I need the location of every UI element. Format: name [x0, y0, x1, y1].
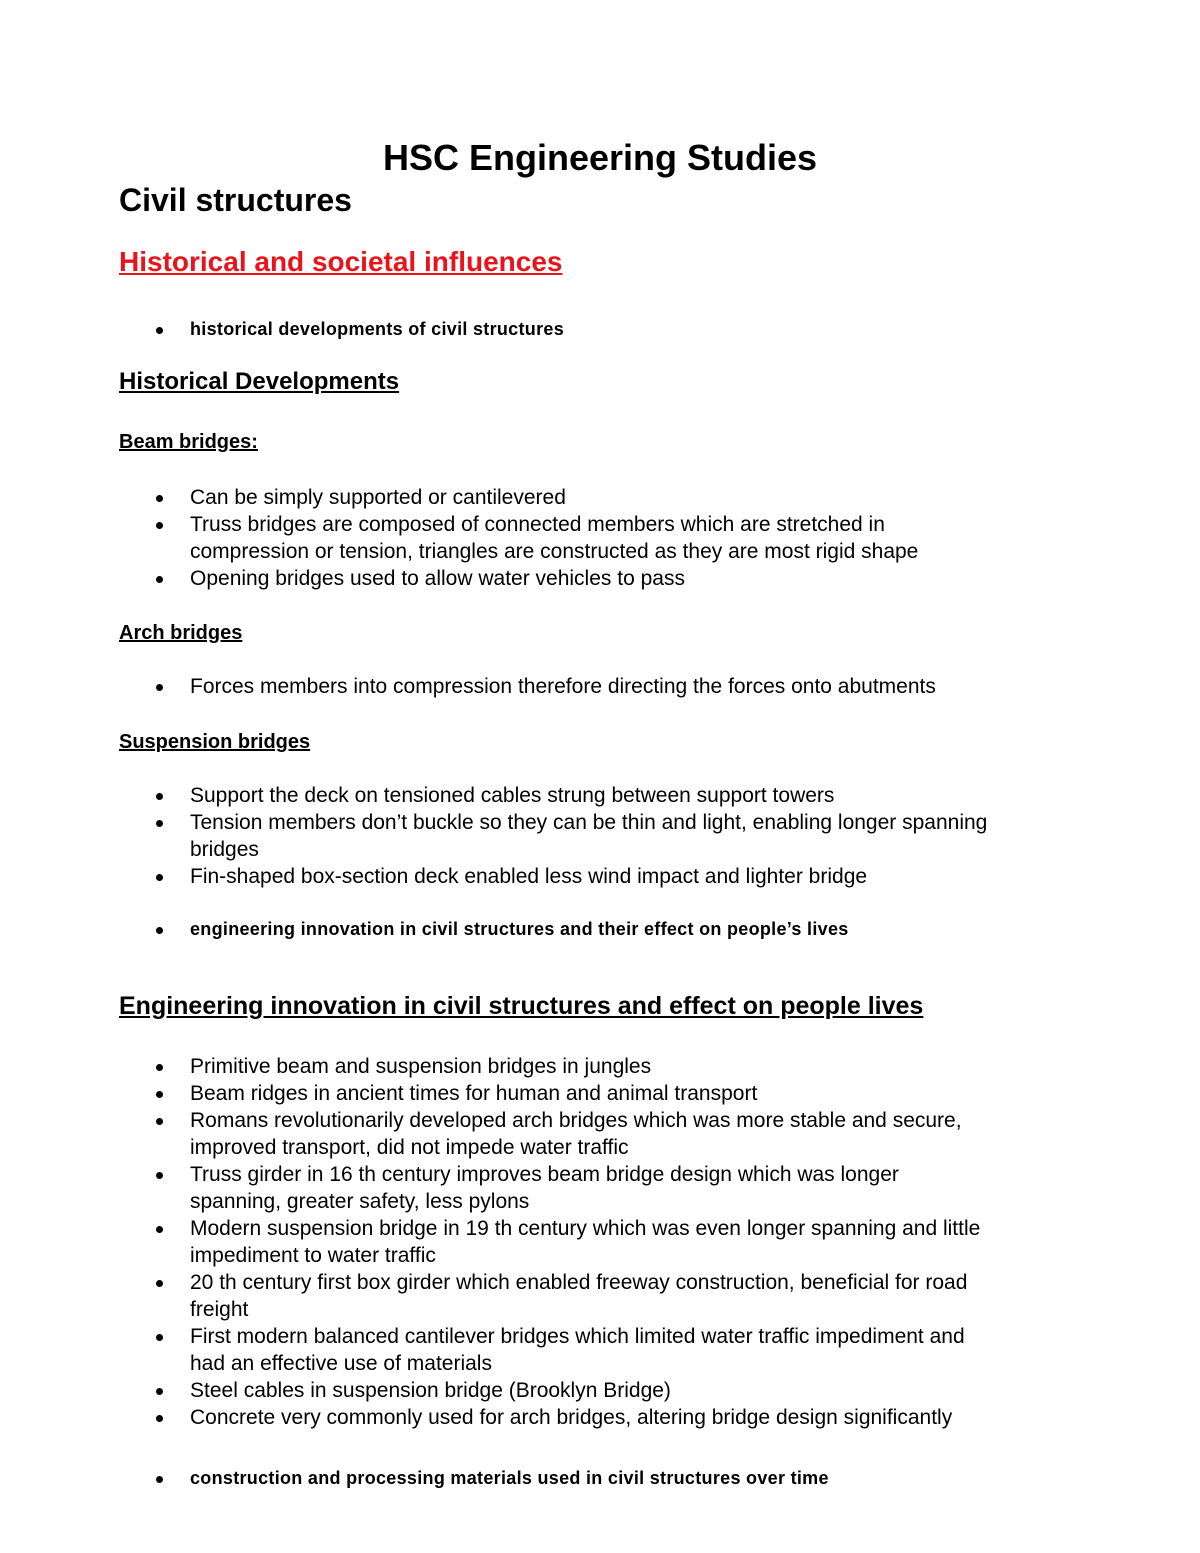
list-item: Fin-shaped box-section deck enabled less wind impact and lighter bridge — [119, 863, 987, 890]
list-item: First modern balanced cantilever bridges which limited water traffic impediment and — [119, 1323, 980, 1350]
section-heading: Historical and societal influences — [119, 246, 563, 277]
suspension-heading: Suspension bridges — [119, 731, 311, 753]
topic-item: construction and processing materials used in civil structures over time — [119, 1465, 829, 1492]
list-item-continuation: had an effective use of materials — [190, 1352, 492, 1375]
list-item: Primitive beam and suspension bridges in jungles — [119, 1053, 980, 1080]
list-item-continuation: spanning, greater safety, less pylons — [190, 1190, 530, 1213]
list-item-continuation: bridges — [190, 838, 259, 861]
list-item: Opening bridges used to allow water vehicles to pass — [119, 565, 918, 592]
list-item: Concrete very commonly used for arch bridges, altering bridge design significantly — [119, 1404, 980, 1431]
historical-heading: Historical Developments — [119, 368, 400, 395]
arch-list — [119, 673, 936, 700]
list-item: Truss girder in 16 th century improves beam bridge design which was longer — [119, 1161, 980, 1188]
arch-heading: Arch bridges — [119, 622, 243, 644]
document-title: HSC Engineering Studies — [382, 137, 818, 178]
list-item-continuation: compression or tension, triangles are constructed as they are most rigid shape — [190, 540, 919, 563]
list-item-continuation: improved transport, did not impede water traffic — [190, 1136, 629, 1159]
list-item: Support the deck on tensioned cables strung between support towers — [119, 782, 987, 809]
innovation-list — [119, 1053, 980, 1431]
list-item: Modern suspension bridge in 19 th century which was even longer spanning and little — [119, 1215, 980, 1242]
beam-list — [119, 484, 918, 592]
list-item-continuation: impediment to water traffic — [190, 1244, 436, 1267]
list-item-continuation: freight — [190, 1298, 249, 1321]
topic-item: historical developments of civil structures — [119, 316, 564, 343]
topic-list-3 — [119, 1465, 829, 1492]
list-item: Steel cables in suspension bridge (Brooklyn Bridge) — [119, 1377, 980, 1404]
topic-item: engineering innovation in civil structures and their effect on people’s lives — [119, 916, 849, 943]
list-item: Forces members into compression therefore directing the forces onto abutments — [119, 673, 936, 700]
list-item: Romans revolutionarily developed arch bridges which was more stable and secure, — [119, 1107, 980, 1134]
list-item: Tension members don’t buckle so they can be thin and light, enabling longer spanning — [119, 809, 987, 836]
list-item: 20 th century first box girder which enabled freeway construction, beneficial for road — [119, 1269, 980, 1296]
document-subtitle: Civil structures — [119, 182, 352, 218]
suspension-list — [119, 782, 987, 890]
innovation-heading: Engineering innovation in civil structures and effect on people lives — [119, 992, 924, 1020]
list-item: Can be simply supported or cantilevered — [119, 484, 918, 511]
beam-heading: Beam bridges: — [119, 431, 258, 453]
list-item: Beam ridges in ancient times for human and animal transport — [119, 1080, 980, 1107]
topic-list-1 — [119, 316, 564, 343]
topic-list-2 — [119, 916, 849, 943]
list-item: Truss bridges are composed of connected members which are stretched in — [119, 511, 918, 538]
